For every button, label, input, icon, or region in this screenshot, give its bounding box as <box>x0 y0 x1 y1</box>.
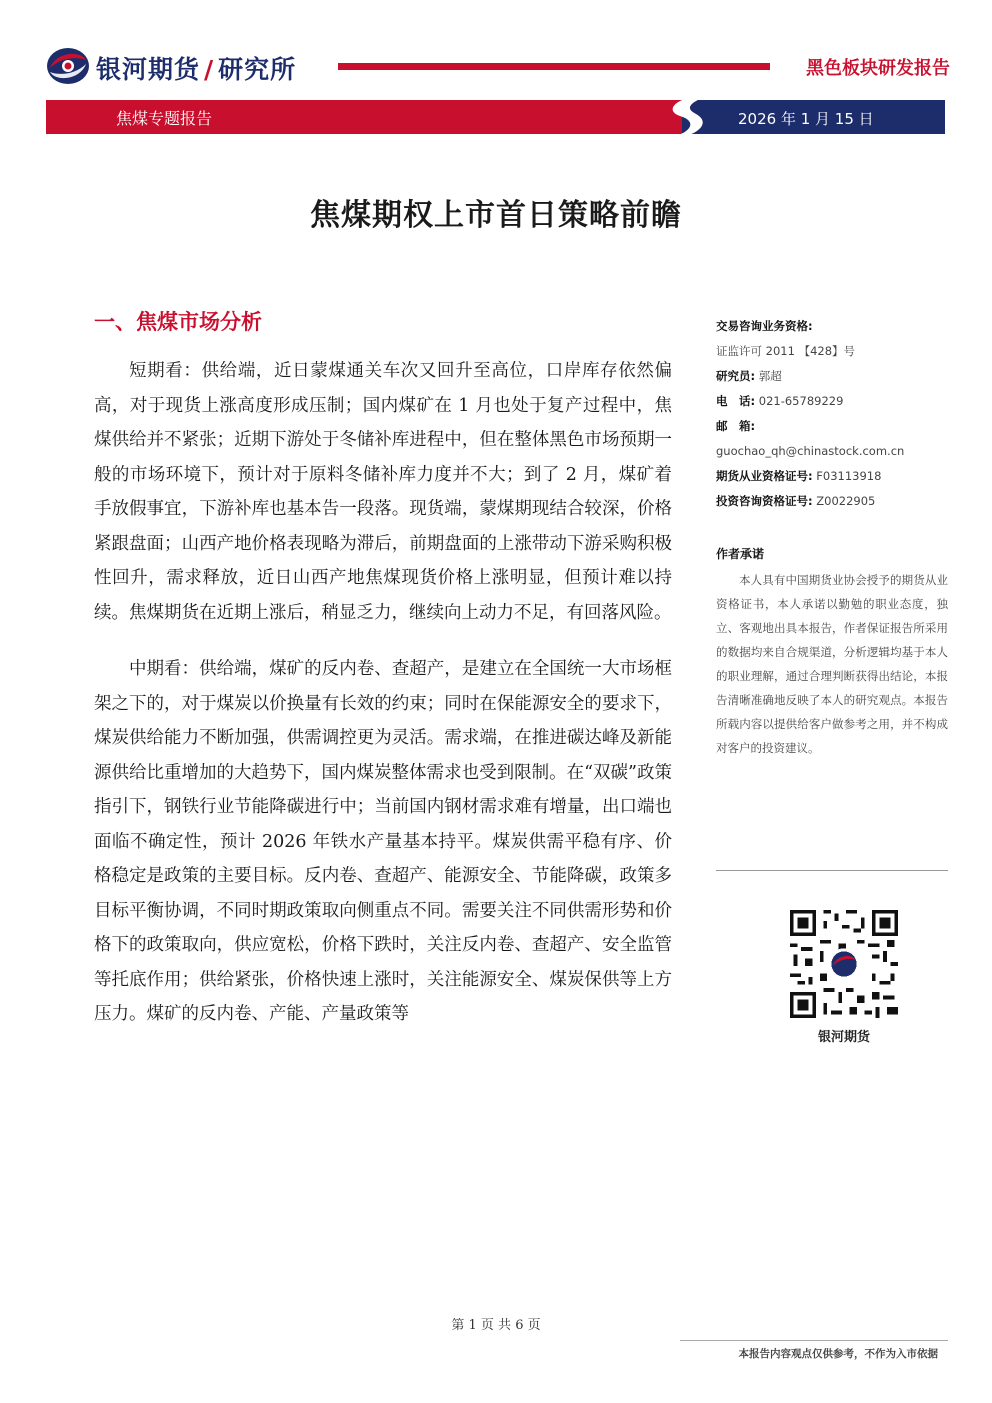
researcher-label: 研究员: <box>716 369 756 383</box>
brand-title <box>96 50 296 86</box>
footer-divider <box>680 1340 948 1341</box>
advisory-cert-value: Z0022905 <box>816 494 876 508</box>
footer-disclaimer: 本报告内容观点仅供参考，不作为入市依据 <box>738 1348 938 1360</box>
section-heading: 一、焦煤市场分析 <box>94 309 262 334</box>
author-commitment-text: 本人具有中国期货业协会授予的期货从业资格证书，本人承诺以勤勉的职业态度，独立、客观地出具本报告，作者保证报告所采用的数据均来自合规渠道，分析逻辑均基于本人的职业理解，通过合理判断获得出结论，本报告清晰准确地反映了本人的研究观点。本报告所载内容以提供给客户做参考之用，并不构成对客户的投资建议。 <box>716 573 948 755</box>
paragraph-mid-term: 中期看：供给端，煤矿的反内卷、查超产，是建立在全国统一大市场框架之下的，对于煤炭以价换量有长效的约束；同时在保能源安全的要求下，煤炭供给能力不断加强，供需调控更为灵活。需求端，在推进碳达峰及新能源供给比重增加的大趋势下，国内煤炭整体需求也受到限制。在“双碳”政策指引下，钢铁行业节能降碳进行中；当前国内钢材需求难有增量，出口端也面临不确定性，预计 2026 年铁水产量基本持平。煤炭供需平稳有序、价格稳定是政策的主要目标。反内卷、查超产、能源安全、节能降碳，政策多目标平衡协调，不同时期政策取向侧重点不同。需要关注不同供需形势和价格下的政策取向，供应宽松，价格下跌时，关注反内卷、查超产、安全监管等托底作用；供给紧张，价格快速上涨时，关注能源安全、煤炭保供等上方压力。煤矿的反内卷、产能、产量政策等 <box>94 659 672 1024</box>
brand-slash: / <box>204 55 215 84</box>
galaxy-logo-icon <box>46 46 90 86</box>
advisory-cert-label: 投资咨询资格证号: <box>716 494 813 508</box>
header-red-rule <box>338 63 770 70</box>
futures-cert-label: 期货从业资格证号: <box>716 469 813 483</box>
brand-unit: 研究所 <box>218 55 297 84</box>
qualification-label: 交易咨询业务资格: <box>716 319 813 333</box>
report-category: 黑色板块研发报告 <box>806 58 950 79</box>
qr-caption: 银河期货 <box>817 1030 870 1045</box>
phone-label: 电 话: <box>716 394 756 408</box>
document-title: 焦煤期权上市首日策略前瞻 <box>310 198 682 233</box>
paragraph-short-term: 短期看：供给端，近日蒙煤通关车次又回升至高位，口岸库存依然偏高，对于现货上涨高度形成压制；国内煤矿在 1 月也处于复产过程中，焦煤供给并不紧张；近期下游处于冬储补库进程中，但在整体黑色市场预期一般的市场环境下，预计对于原料冬储补库力度并不大；到了 2 月，煤矿着手放假事宜，下游补库也基本告一段落。现货端，蒙煤期现结合较深，价格紧跟盘面；山西产地价格表现略为滞后，前期盘面的上涨带动下游采购积极性回升，需求释放，近日山西产地焦煤现货价格上涨明显，但预计难以持续。焦煤期货在近期上涨后，稍显乏力，继续向上动力不足，有回落风险。 <box>94 361 672 623</box>
brand-name: 银河期货 <box>96 55 201 84</box>
email-label: 邮 箱: <box>716 419 756 433</box>
sidebar-divider <box>716 870 948 871</box>
author-commitment-heading: 作者承诺 <box>716 547 765 561</box>
futures-cert-value: F03113918 <box>816 469 882 483</box>
main-column <box>94 306 672 1054</box>
page-number: 第 1 页 共 6 页 <box>451 1318 541 1333</box>
qr-code-icon[interactable] <box>790 910 898 1018</box>
report-date: 2026 年 1 月 15 日 <box>738 110 874 128</box>
swoosh-icon <box>650 92 720 142</box>
phone-value: 021-65789229 <box>758 394 844 408</box>
researcher-name: 郭超 <box>758 369 782 383</box>
qualification-value: 证监许可 2011 【428】号 <box>716 344 856 358</box>
sidebar <box>716 314 948 760</box>
report-topic: 焦煤专题报告 <box>116 109 213 128</box>
email-value[interactable]: guochao_qh@chinastock.com.cn <box>716 444 905 458</box>
